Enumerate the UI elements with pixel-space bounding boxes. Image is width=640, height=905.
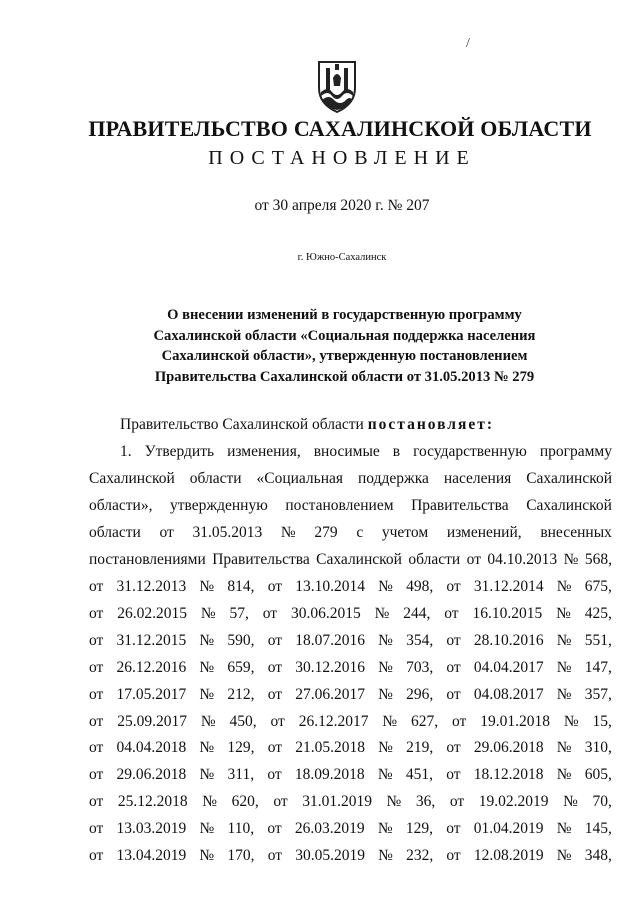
body-word: № (377, 766, 393, 784)
body-word: изменения, (227, 443, 301, 460)
body-line (89, 551, 612, 573)
coat-of-arms-icon (314, 58, 360, 114)
body-word: Сахалинской (526, 496, 612, 514)
body-word: 1. (120, 443, 132, 460)
body-word: внесенных (540, 523, 612, 541)
body-word: 147, (584, 658, 612, 676)
body-word: 31.01.2019 (302, 793, 372, 811)
subject-line: Сахалинской области», утвержденную постановлением (161, 348, 528, 364)
body-word: № (280, 523, 296, 541)
body-word: 25.09.2017 (117, 712, 187, 730)
body-word: 627, (411, 712, 439, 730)
body-word: 31.12.2015 (116, 631, 187, 649)
body-line (89, 632, 612, 654)
body-word: от (446, 739, 461, 757)
body-word: № (556, 820, 572, 838)
body-word: государственную (413, 443, 527, 460)
government-title: ПРАВИТЕЛЬСТВО САХАЛИНСКОЙ ОБЛАСТИ (88, 116, 592, 141)
body-line (89, 820, 612, 842)
body-word: поддержка (357, 469, 429, 487)
body-word: от (89, 820, 104, 838)
body-word: 590, (227, 631, 255, 649)
body-word: 26.12.2016 (116, 658, 187, 676)
body-word: Правительства (411, 496, 509, 514)
body-word: 354, (406, 631, 434, 649)
body-word: № (199, 658, 215, 676)
body-word: 296, (406, 685, 434, 703)
body-word: 31.05.2013 (192, 523, 263, 541)
body-word: 04.04.2018 (116, 739, 187, 757)
body-word: 425, (584, 604, 612, 622)
body-word: 04.08.2017 (473, 685, 544, 703)
body-word: 311, (227, 766, 255, 784)
body-word: 451, (405, 766, 433, 784)
body-word: 145, (584, 820, 612, 838)
body-word: 30.05.2019 (295, 847, 365, 865)
body-word: № (199, 685, 215, 703)
body-word: 27.06.2017 (295, 685, 365, 703)
body-word: программу (539, 443, 612, 460)
subject-line: Правительства Сахалинской области от 31.05.2013 № 279 (154, 368, 535, 385)
body-word: № (378, 847, 393, 865)
body-word: области (89, 523, 141, 541)
body-word: от (89, 739, 104, 757)
body-word: 18.12.2018 (473, 766, 544, 784)
body-word: 30.12.2016 (295, 658, 365, 676)
preamble (120, 416, 494, 434)
body-line (89, 659, 612, 681)
body-word: 01.04.2019 (473, 820, 544, 838)
body-word: 26.02.2015 (117, 604, 187, 622)
body-word: 18.07.2016 (295, 631, 365, 649)
body-word: от (466, 550, 481, 568)
body-word: постановлениями (89, 550, 206, 568)
body-word: № (556, 577, 572, 595)
body-word: № (378, 577, 393, 595)
body-word: области (408, 550, 461, 568)
body-word: № (199, 631, 215, 649)
body-word: 04.10.2013 (487, 550, 558, 568)
body-word: № (556, 847, 572, 865)
body-word: от (89, 712, 104, 730)
body-word: 12.08.2019 (473, 847, 544, 865)
body-word: от (89, 847, 104, 865)
body-word: от (89, 658, 104, 676)
body-word: 620, (231, 793, 259, 811)
body-word: № (377, 820, 393, 838)
body-word: 212, (227, 685, 255, 703)
body-word: 110, (227, 820, 255, 838)
body-word: вносимые (313, 443, 380, 460)
body-word: от (267, 685, 283, 703)
body-word: № (374, 604, 390, 622)
body-word: Сахалинской (526, 469, 612, 487)
body-word: № (556, 766, 572, 784)
body-line (89, 524, 612, 546)
body-word: 232, (406, 847, 434, 865)
document-type: ПОСТАНОВЛЕНИЕ (208, 147, 476, 169)
body-word: постановлением (285, 496, 394, 514)
body-word: утвержденную (170, 496, 268, 514)
body-line (89, 713, 612, 735)
body-word: № (378, 685, 393, 703)
body-word: от (446, 658, 461, 676)
body-word: с (356, 523, 364, 541)
body-line (89, 497, 612, 519)
body-word: № (556, 685, 572, 703)
subject-line: О внесении изменений в государственную программу (167, 307, 522, 323)
body-line (89, 847, 612, 869)
body-word: 219, (406, 739, 434, 757)
body-word: области», (89, 496, 153, 514)
body-word: 551, (584, 631, 612, 649)
body-word: 279 (314, 523, 338, 541)
body-word: Сахалинской (316, 550, 402, 568)
body-word: от (446, 577, 461, 595)
body-word: № (378, 739, 393, 757)
body-word: от (452, 712, 467, 730)
body-word: 19.02.2019 (478, 793, 549, 811)
document-date-number: от 30 апреля 2020 г. № 207 (254, 197, 430, 214)
body-word: 13.04.2019 (116, 847, 187, 865)
body-word: от (89, 766, 104, 784)
body-word: 19.01.2018 (480, 712, 550, 730)
body-word: 21.05.2018 (295, 739, 365, 757)
preamble-emphasis: постановляет: (367, 416, 495, 433)
body-word: в (392, 443, 401, 460)
body-word: от (262, 604, 278, 622)
body-word: 605, (584, 766, 612, 784)
body-word: учетом (381, 523, 429, 541)
body-word: № (200, 604, 216, 622)
body-word: № (556, 604, 571, 622)
body-word: 15, (592, 712, 612, 730)
body-word: 30.06.2015 (290, 604, 361, 622)
document-subject (112, 305, 577, 387)
body-word: 31.12.2014 (473, 577, 544, 595)
body-word: 450, (229, 712, 257, 730)
body-word: от (267, 658, 283, 676)
body-word: 70, (592, 793, 612, 811)
body-word: № (556, 631, 572, 649)
body-word: 498, (406, 577, 434, 595)
body-word: от (446, 685, 461, 703)
body-word: от (89, 631, 104, 649)
body-word: от (89, 685, 104, 703)
body-word: 29.06.2018 (116, 766, 187, 784)
body-word: 814, (227, 577, 255, 595)
body-word: Правительства (212, 550, 310, 568)
body-word: 348, (584, 847, 612, 865)
body-word: изменений, (446, 523, 522, 541)
body-word: от (89, 604, 104, 622)
body-word: 675, (584, 577, 612, 595)
body-word: от (273, 793, 288, 811)
subject-line: Сахалинской области «Социальная поддержка населения (153, 327, 536, 344)
body-word: от (267, 847, 283, 865)
body-word: области (189, 469, 242, 487)
body-word: от (267, 820, 282, 838)
body-word: от (267, 631, 283, 649)
body-word: № (386, 793, 402, 811)
body-word: 170, (227, 847, 255, 865)
body-word: 04.04.2017 (473, 658, 544, 676)
body-word: 17.05.2017 (116, 685, 187, 703)
body-word: от (267, 577, 283, 595)
body-word: 357, (584, 685, 612, 703)
body-word: 244, (403, 604, 431, 622)
body-line (89, 686, 612, 708)
body-word: 29.06.2018 (473, 739, 544, 757)
body-word: 36, (415, 793, 436, 811)
body-line (89, 578, 612, 600)
body-line (120, 443, 612, 465)
body-word: № (382, 712, 398, 730)
body-word: 26.12.2017 (298, 712, 369, 730)
body-word: № (378, 631, 393, 649)
body-word: от (449, 793, 465, 811)
body-word: 25.12.2018 (117, 793, 188, 811)
body-word: 28.10.2016 (473, 631, 544, 649)
body-word: № (563, 550, 579, 568)
body-word: от (446, 820, 461, 838)
body-word: от (270, 712, 285, 730)
body-word: от (446, 766, 461, 784)
body-word: Утвердить (144, 443, 215, 460)
body-word: 129, (227, 739, 255, 757)
body-word: от (446, 847, 461, 865)
body-word: № (199, 577, 215, 595)
body-word: № (199, 820, 215, 838)
body-word: № (563, 712, 579, 730)
body-word: 703, (406, 658, 434, 676)
body-word: № (563, 793, 578, 811)
body-word: № (556, 658, 572, 676)
body-word: 26.03.2019 (294, 820, 365, 838)
body-word: от (267, 739, 283, 757)
body-word: № (199, 766, 215, 784)
body-word: № (199, 847, 215, 865)
body-word: № (199, 739, 215, 757)
body-word: Сахалинской (89, 469, 175, 487)
preamble-text: Правительство Сахалинской области (120, 416, 364, 433)
body-word: 310, (584, 739, 612, 757)
body-word: от (89, 793, 104, 811)
body-word: от (159, 523, 174, 541)
body-word: 31.12.2013 (116, 577, 187, 595)
body-line (89, 605, 612, 627)
body-word: 659, (227, 658, 255, 676)
body-word: 18.09.2018 (294, 766, 365, 784)
body-word: от (267, 766, 282, 784)
body-word: № (556, 739, 572, 757)
body-word: 568, (584, 550, 612, 568)
body-word: от (89, 577, 104, 595)
body-word: 13.10.2014 (295, 577, 365, 595)
corner-mark: / (466, 36, 470, 51)
body-word: «Социальная (256, 469, 344, 487)
body-word: № (378, 658, 393, 676)
body-line (89, 766, 612, 788)
body-line (89, 739, 612, 761)
body-word: населения (443, 469, 512, 487)
body-line (89, 470, 612, 492)
body-word: 13.03.2019 (116, 820, 187, 838)
body-word: № (202, 793, 218, 811)
body-word: № (200, 712, 216, 730)
body-word: 16.10.2015 (472, 604, 543, 622)
body-word: 57, (229, 604, 249, 622)
body-word: от (446, 631, 461, 649)
body-word: от (444, 604, 459, 622)
document-city: г. Южно-Сахалинск (297, 252, 387, 263)
body-line (89, 793, 612, 815)
body-word: 129, (405, 820, 433, 838)
